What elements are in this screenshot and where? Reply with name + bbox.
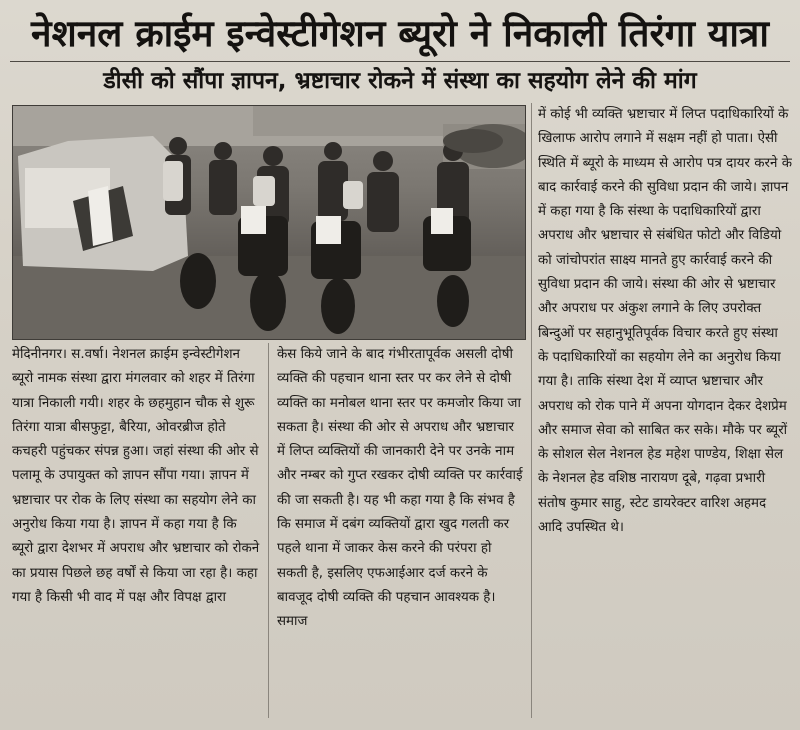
rally-photo-illustration — [13, 106, 525, 339]
rally-photo — [12, 105, 526, 340]
article-column-1 — [12, 343, 262, 718]
article-column-3 — [538, 103, 792, 718]
article-column-2 — [277, 343, 525, 718]
article-text: मेदिनीनगर। स.वर्षा। नेशनल क्राईम इन्वेस्टीगेशन ब्यूरो नामक संस्था द्वारा मंगलवार को शहर में तिरंगा यात्रा निकाली गयी। शहर के छहमुहान चौक से शुरू तिरंगा यात्रा बीसफुट्टा, बैरिया, ओवरब्रीज होते कचहरी पहुंचकर संपन्न हुआ। जहां संस्था की ओर से पलामू के उपायुक्त को ज्ञापन सौंपा गया। ज्ञापन में भ्रष्टाचार पर रोक के लिए संस्था का सहयोग लेने का अनुरोध किया गया है। ज्ञापन में कहा गया है कि ब्यूरो द्वारा देशभर में अपराध और भ्रष्टाचार को रोकने का प्रयास पिछले छह वर्षों से किया जा रहा है। कहा गया है किसी भी वाद में पक्ष और विपक्ष द्वारा — [12, 347, 260, 605]
article-text: में कोई भी व्यक्ति भ्रष्टाचार में लिप्त पदाधिकारियों के खिलाफ आरोप लगाने में सक्षम नहीं हो पाता। ऐसी स्थिति में ब्यूरो के माध्यम से आरोप पत्र दायर करने के बाद कार्रवाई करने की सुविधा प्रदान की जाये। ज्ञापन में कहा गया है कि संस्था के पदाधिकारियों द्वारा अपराध और भ्रष्टाचार से संबंधित फोटो और विडियो को जांचोपरांत साक्ष्य मानते हुए कार्रवाई करने की सुविधा प्रदान की जाये। संस्था की ओर से भ्रष्टाचार और अपराध पर अंकुश लगाने के लिए उपरोक्त बिन्दुओं पर सहानुभूतिपूर्वक विचार करते हुए संस्था के पदाधिकारियों का सहयोग लेने का अनुरोध किया गया है। ताकि संस्था देश में व्याप्त भ्रष्टाचार और अपराध को रोक पाने में अपना योगदान देकर देशप्रेम और समाज सेवा को साबित कर सके। मौके पर ब्यूरों के सोशल सेल नेशनल हेड महेश पाण्डेय, शिक्षा सेल के नेशनल हेड वशिष्ठ नारायण दूबे, गढ़वा प्रभारी संतोष कुमार साहु, स्टेट डायरेक्टर वारिश अहमद आदि उपस्थित थे। — [538, 107, 792, 536]
column-divider — [268, 343, 269, 718]
headline: नेशनल क्राईम इन्वेस्टीगेशन ब्यूरो ने निकाली तिरंगा यात्रा — [31, 12, 769, 55]
subheadline: डीसी को सौंपा ज्ञापन, भ्रष्टाचार रोकने में संस्था का सहयोग लेने की मांग — [103, 68, 697, 94]
article-text: केस किये जाने के बाद गंभीरतापूर्वक असली दोषी व्यक्ति की पहचान थाना स्तर पर कर लेने से दोषी व्यक्ति का मनोबल थाना स्तर पर कमजोर किया जा सकता है। संस्था की ओर से अपराध और भ्रष्टाचार में लिप्त व्यक्तियों की जानकारी देने पर उनके नाम और नम्बर को गुप्त रखकर दोषी व्यक्ति पर कार्रवाई की जा सकती है। यह भी कहा गया है कि संभव है कि समाज में दबंग व्यक्तियों द्वारा खुद गलती कर पहले थाना में जाकर केस करने की परंपरा हो सकती है, इसलिए एफआईआर दर्ज करने के बावजूद दोषी व्यक्ति की पहचान आवश्यक है। समाज — [277, 347, 523, 630]
column-divider — [531, 103, 532, 718]
headline-rule — [10, 61, 790, 62]
